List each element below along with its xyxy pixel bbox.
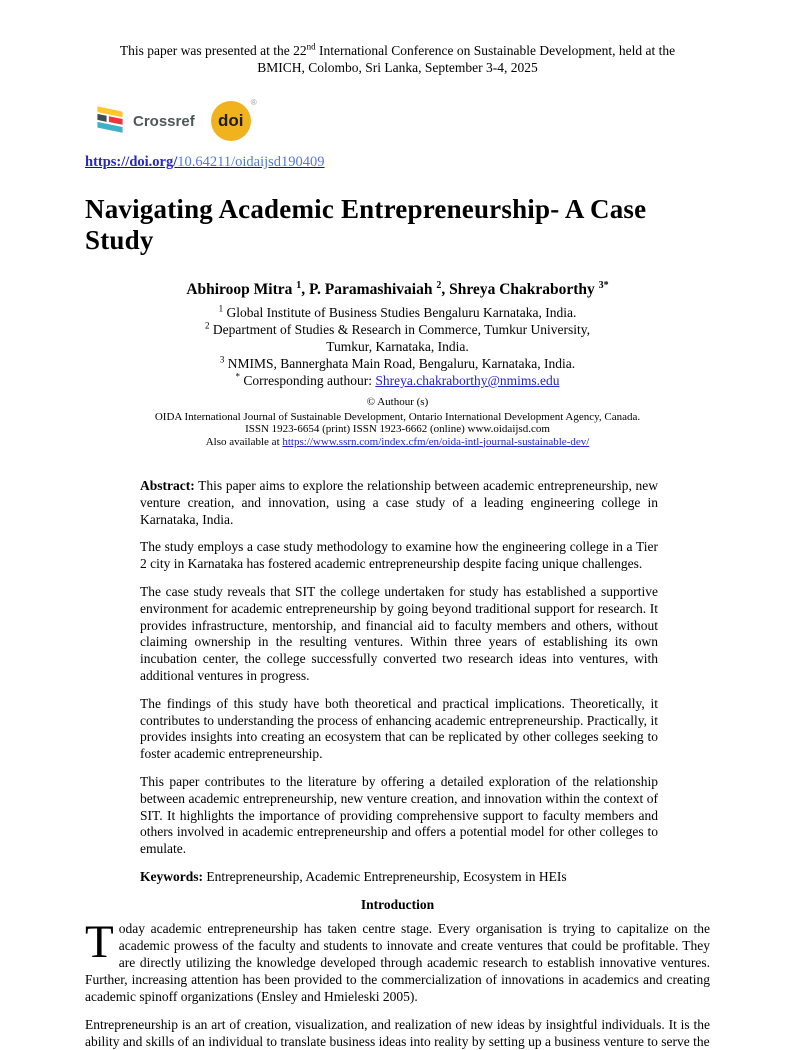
imprint-block — [85, 396, 710, 448]
crossref-logo — [93, 103, 195, 140]
author-line — [85, 281, 710, 299]
introduction-paragraph-1-text: oday academic entrepreneurship has taken centre stage. Every organisation is trying to capitalize on the academic prowess of the faculty and students to innovate and create ventures that could be profitable. They are directly utilizing the knowledge developed through academic research to establish innovative ventures. Further, increasing attention has been provided to the commercialization of innovations in academics and creating academic spinoff organizations (Ensley and Hmieleski 2005). — [85, 920, 710, 1004]
abstract-label: Abstract: — [140, 478, 195, 493]
affiliation-2-continued-text: Tumkur, Karnataka, India. — [326, 339, 469, 354]
also-available-line — [85, 436, 710, 449]
abstract-paragraph-1 — [140, 478, 658, 528]
author-1-affiliation-mark: 1 — [296, 279, 302, 291]
affiliation-2 — [85, 321, 710, 338]
abstract-paragraph-2: The study employs a case study methodology to examine how the engineering college in a Tier 2 city in Karnataka has fostered academic entrepreneurship despite facing unique challenges. — [140, 539, 658, 572]
doi-link-suffix: 10.64211/oidaijsd190409 — [177, 154, 325, 170]
doi-logo-text: doi — [217, 111, 244, 130]
doi-link[interactable] — [85, 154, 325, 170]
crossref-mark-icon — [93, 103, 127, 140]
author-2: P. Paramashivaiah — [309, 281, 437, 298]
doi-logo — [211, 98, 257, 141]
affiliation-1 — [85, 304, 710, 321]
author-3-affiliation-mark: 3* — [598, 279, 609, 291]
author-separator-2: , — [441, 281, 450, 298]
affiliation-1-mark: 1 — [218, 303, 224, 314]
abstract-block — [140, 478, 658, 886]
conference-note — [85, 42, 710, 76]
affiliation-3 — [85, 355, 710, 372]
keywords-text: Entrepreneurship, Academic Entrepreneurship, Ecosystem in HEIs — [203, 868, 567, 884]
issn-line: ISSN 1923-6654 (print) ISSN 1923-6662 (online) www.oidaijsd.com — [245, 423, 550, 435]
drop-cap: T — [85, 915, 114, 968]
conference-note-ordinal: nd — [306, 41, 316, 52]
abstract-paragraph-4: The findings of this study have both theoretical and practical implications. Theoretically, it contributes to understanding the process of enhancing academic entrepreneurship. Practically, it provides insights into creating an ecosystem that can be replicated by other colleges seeking to foster academic entrepreneurship. — [140, 695, 658, 762]
affiliation-2-text: Department of Studies & Research in Commerce, Tumkur University, — [209, 322, 590, 337]
doi-link-prefix: https://doi.org/ — [85, 154, 178, 170]
abstract-paragraph-3: The case study reveals that SIT the college undertaken for study has established a supportive environment for academic entrepreneurship by going beyond traditional support for research. It provides infrastructure, mentorship, and financial aid to faculty members and others, without claiming ownership in the resulting ventures. Within three years of establishing its own incubation center, the college successfully converted two research ideas into ventures, with additional ventures in progress. — [140, 583, 658, 683]
journal-line: OIDA International Journal of Sustainable Development, Ontario International Development Agency, Canada. — [154, 410, 641, 423]
introduction-body — [85, 915, 710, 1050]
also-available-prefix: Also available at — [205, 435, 283, 448]
corresponding-author-label: Corresponding authour: — [240, 373, 376, 388]
abstract-paragraph-1-text: This paper aims to explore the relationship between academic entrepreneurship, new venture creation, and innovation, using a case study of a leading engineering college in Karnataka, India. — [140, 478, 658, 527]
doi-link-row — [85, 154, 710, 171]
affiliations-block — [85, 304, 710, 389]
copyright-line: © Authour (s) — [366, 396, 429, 408]
ssrn-journal-link[interactable]: https://www.ssrn.com/index.cfm/en/oida-intl-journal-sustainable-dev/ — [282, 435, 590, 448]
corresponding-author-email-link[interactable]: Shreya.chakraborthy@nmims.edu — [375, 373, 560, 388]
affiliation-1-text: Global Institute of Business Studies Bengaluru Karnataka, India. — [223, 305, 577, 320]
affiliation-3-mark: 3 — [219, 354, 225, 365]
author-separator-1: , — [301, 281, 310, 298]
keywords-line — [140, 869, 658, 886]
affiliation-2-mark: 2 — [205, 320, 210, 331]
conference-note-line1-post: International Conference on Sustainable Development, held at the — [315, 43, 676, 58]
author-3: Shreya Chakraborthy — [449, 281, 599, 298]
doi-registered-mark: ® — [250, 98, 257, 107]
corresponding-author-mark: * — [235, 371, 240, 382]
conference-note-line1-pre: This paper was presented at the 22 — [119, 43, 307, 58]
keywords-label: Keywords: — [140, 868, 203, 884]
affiliation-3-text: NMIMS, Bannerghata Main Road, Bengaluru, Karnataka, India. — [224, 356, 576, 371]
introduction-paragraph-2: Entrepreneurship is an art of creation, visualization, and realization of new ideas by insightful individuals. It is the ability and skills of an individual to translate business ideas into reality by setting up a business venture to serve the — [85, 1016, 710, 1049]
logo-row — [93, 98, 710, 141]
introduction-paragraph-1 — [85, 915, 710, 1005]
corresponding-author-line — [85, 372, 710, 389]
crossref-wordmark: Crossref — [133, 112, 195, 130]
author-2-affiliation-mark: 2 — [436, 279, 442, 291]
affiliation-2-continued — [85, 338, 710, 355]
conference-note-line2: BMICH, Colombo, Sri Lanka, September 3-4, 2025 — [257, 60, 538, 75]
page-title: Navigating Academic Entrepreneurship- A Case Study — [85, 194, 647, 255]
introduction-heading: Introduction — [360, 896, 435, 912]
abstract-paragraph-5: This paper contributes to the literature by offering a detailed exploration of the relationship between academic entrepreneurship, new venture creation, and innovation within the context of SIT. It highlights the importance of providing comprehensive support to faculty members and others involved in academic entrepreneurship and offers a potential model for other colleges to emulate. — [140, 773, 658, 857]
author-1: Abhiroop Mitra — [186, 281, 297, 298]
